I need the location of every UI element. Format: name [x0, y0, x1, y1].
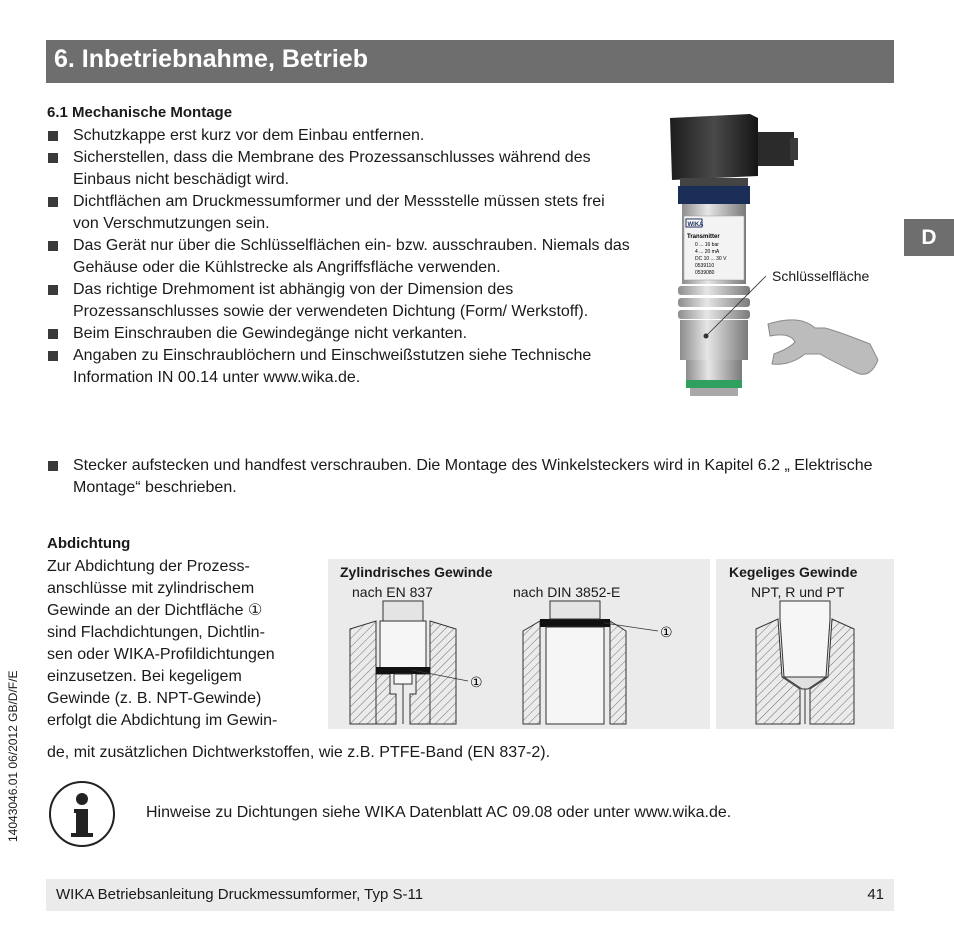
- language-tab: D: [904, 219, 954, 256]
- bullet-square-icon: [48, 329, 58, 339]
- svg-text:0 ... 16 bar: 0 ... 16 bar: [695, 242, 719, 248]
- bullet-square-icon: [48, 131, 58, 141]
- sealing-heading: Abdichtung: [47, 535, 131, 552]
- figure-subtitle: nach EN 837: [352, 584, 433, 600]
- svg-text:Transmitter: Transmitter: [687, 234, 720, 240]
- svg-text:4 ... 20 mA: 4 ... 20 mA: [695, 249, 720, 255]
- footer-bar: [46, 879, 894, 911]
- list-item: Beim Einschrauben die Gewindegänge nicht verkanten.: [47, 323, 642, 345]
- list-item: Sicherstellen, dass die Membrane des Prozessanschlusses während des Einbaus nicht beschädigt wird.: [47, 147, 642, 191]
- sealing-text-end: de, mit zusätzlichen Dichtwerkstoffen, wie z.B. PTFE-Band (EN 837-2).: [47, 744, 551, 761]
- svg-text:0539080: 0539080: [695, 270, 715, 276]
- bullet-square-icon: [48, 461, 58, 471]
- seal-marker: ①: [470, 675, 483, 691]
- callout-label: Schlüsselfläche: [772, 268, 870, 284]
- bullet-square-icon: [48, 351, 58, 361]
- info-text: Hinweise zu Dichtungen siehe WIKA Datenblatt AC 09.08 oder unter www.wika.de.: [146, 804, 732, 821]
- list-item: Das richtige Drehmoment ist abhängig von der Dimension des Prozessanschlusses sowie der verwendeten Dichtung (Form/ Werkstoff).: [47, 279, 642, 323]
- svg-text:0539110: 0539110: [695, 263, 715, 269]
- bullet-square-icon: [48, 285, 58, 295]
- figure-cylindrical-thread: [328, 559, 710, 729]
- product-photo: [640, 110, 900, 400]
- sealing-text: Zur Abdichtung der Prozess- anschlüsse mit zylindrischem Gewinde an der Dichtfläche ① sind Flachdichtungen, Dichtlin- sen oder WIKA-Profildichtungen einzusetzen. Bei kegeligem Gewinde (z. B. NPT-Gewinde) erfolgt die Abdichtung im Gewin-: [47, 558, 278, 729]
- figure-subtitle: nach DIN 3852-E: [513, 584, 621, 600]
- bullet-square-icon: [48, 153, 58, 163]
- figure-title: Zylindrisches Gewinde: [340, 564, 493, 580]
- document-code: 14043046.01 06/2012 GB/D/F/E: [6, 670, 20, 842]
- figure-conical-thread: [716, 559, 894, 729]
- svg-text:DC 10 ... 30 V: DC 10 ... 30 V: [695, 256, 727, 262]
- label-brand: WIKA: [687, 222, 704, 228]
- seal-marker: ①: [660, 625, 673, 641]
- section-title: 6. Inbetriebnahme, Betrieb: [54, 45, 368, 73]
- bullet-square-icon: [48, 241, 58, 251]
- subsection-heading: 6.1 Mechanische Montage: [47, 104, 233, 121]
- list-item: Dichtflächen am Druckmessumformer und der Messstelle müssen stets frei von Verschmutzungen sein.: [47, 191, 642, 235]
- bullet-square-icon: [48, 197, 58, 207]
- list-item: Das Gerät nur über die Schlüsselflächen ein- bzw. ausschrauben. Niemals das Gehäuse oder die Kühlstrecke als Angriffsfläche verwenden.: [47, 235, 642, 279]
- list-item: Stecker aufstecken und handfest verschrauben. Die Montage des Winkelsteckers wird in Kapitel 6.2 „ Elektrische Montage“ beschrieben.: [47, 455, 897, 499]
- bullet-list-upper: [47, 125, 642, 389]
- info-icon: [47, 779, 117, 849]
- figure-subtitle: NPT, R und PT: [751, 584, 845, 600]
- list-item: Schutzkappe erst kurz vor dem Einbau entfernen.: [47, 125, 642, 147]
- section-title-bar: [46, 40, 894, 83]
- footer-title: WIKA Betriebsanleitung Druckmessumformer, Typ S-11: [56, 886, 424, 903]
- bullet-list-lower: [47, 455, 897, 499]
- figure-title: Kegeliges Gewinde: [729, 564, 858, 580]
- list-item: Angaben zu Einschraublöchern und Einschweißstutzen siehe Technische Information IN 00.14 unter www.wika.de.: [47, 345, 642, 389]
- page-number: 41: [867, 886, 884, 903]
